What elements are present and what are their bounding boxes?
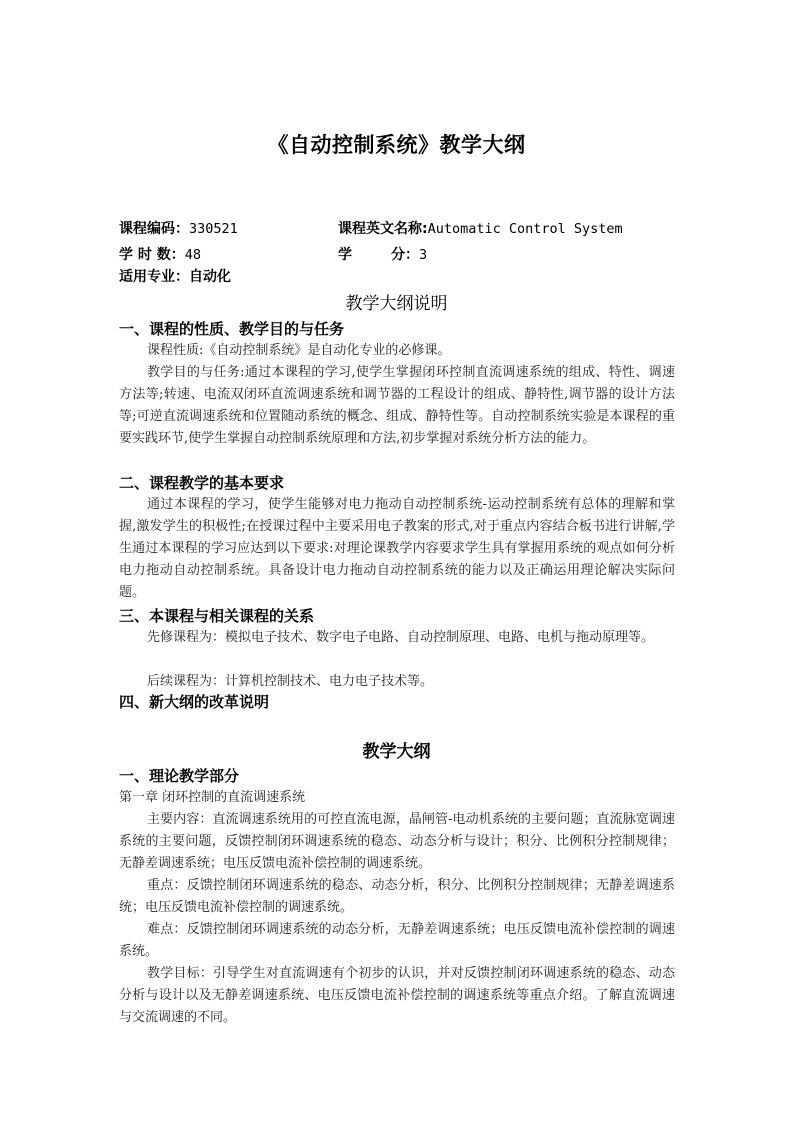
outline-heading: 教学大纲 [362, 742, 431, 762]
english-name-field [338, 218, 623, 238]
section-1-paragraph-2: 教学目的与任务:通过本课程的学习,使学生掌握闭环控制直流调速系统的组成、特性、调速方法等;转速、电流双闭环直流调速系统和调节器的工程设计的组成、静特性,调节器的设计方法等;可逆直流调速系统和位置随动系统的概念、组成、静特性等。自动控制系统实验是本课程的重要实践环节,使学生掌握自动控制系统原理和方法,初步掌握对系统分析方法的能力。 [119, 365, 675, 446]
course-code-value: 330521 [189, 221, 238, 237]
hours-label: 学 时 数： [119, 247, 185, 263]
english-name-label: 课程英文名称: [338, 221, 428, 237]
course-code-field [119, 218, 238, 238]
credits-value: 3 [419, 247, 428, 263]
chapter-key-points: 重点：反馈控制闭环调速系统的稳态、动态分析，积分、比例积分控制规律；无静差调速系统；电压反馈电流补偿控制的调速系统。 [119, 878, 675, 915]
chapter-teaching-goals: 教学目标：引导学生对直流调速有个初步的认识，并对反馈控制闭环调速系统的稳态、动态分析与设计以及无静差调速系统、电压反馈电流补偿控制的调速系统等重点介绍。了解直流调速与交流调速的不同。 [119, 966, 675, 1025]
section-3-paragraph-1: 先修课程为：模拟电子技术、数字电子电路、自动控制原理、电路、电机与拖动原理等。 [147, 630, 655, 645]
section-2-paragraph-1: 通过本课程的学习，使学生能够对电力拖动自动控制系统-运动控制系统有总体的理解和掌握,激发学生的积极性;在授课过程中主要采用电子教案的形式,对于重点内容结合板书进行讲解,学生通过本课程的学习应达到以下要求:对理论课教学内容要求学生具有掌握用系统的观点如何分析电力拖动自动控制系统。具备设计电力拖动自动控制系统的能力以及正确运用理论解决实际问题。 [119, 497, 675, 600]
section-1-heading: 一、课程的性质、教学目的与任务 [119, 320, 345, 338]
english-name-value: Automatic Control System [427, 221, 623, 237]
major-value: 自动化 [189, 269, 231, 285]
section-1-paragraph-1: 课程性质:《自动控制系统》是自动化专业的必修课。 [147, 343, 451, 358]
section-2-heading: 二、课程教学的基本要求 [119, 474, 285, 492]
document-title: 《自动控制系统》教学大纲 [267, 133, 526, 157]
hours-field [119, 244, 201, 264]
section-3-paragraph-2: 后续课程为：计算机控制技术、电力电子技术等。 [147, 674, 434, 689]
section-4-heading: 四、新大纲的改革说明 [119, 693, 270, 711]
chapter-title: 第一章 闭环控制的直流调速系统 [119, 790, 306, 805]
course-code-label: 课程编码： [119, 221, 189, 237]
chapter-difficulties: 难点：反馈控制闭环调速系统的动态分析，无静差调速系统；电压反馈电流补偿控制的调速系统。 [119, 922, 675, 959]
section-3-heading: 三、本课程与相关课程的关系 [119, 607, 315, 625]
explanation-heading: 教学大纲说明 [345, 294, 448, 314]
major-field [119, 266, 231, 286]
part-heading: 一、理论教学部分 [119, 767, 240, 785]
chapter-main-content: 主要内容：直流调速系统用的可控直流电源，晶闸管-电动机系统的主要问题；直流脉宽调速系统的主要问题，反馈控制闭环调速系统的稳态、动态分析与设计；积分、比例积分控制规律；无静差调速系统；电压反馈电流补偿控制的调速系统。 [119, 812, 675, 871]
credits-label: 学 分： [338, 247, 419, 263]
major-label: 适用专业： [119, 269, 189, 285]
credits-field [338, 244, 427, 264]
hours-value: 48 [184, 247, 202, 263]
